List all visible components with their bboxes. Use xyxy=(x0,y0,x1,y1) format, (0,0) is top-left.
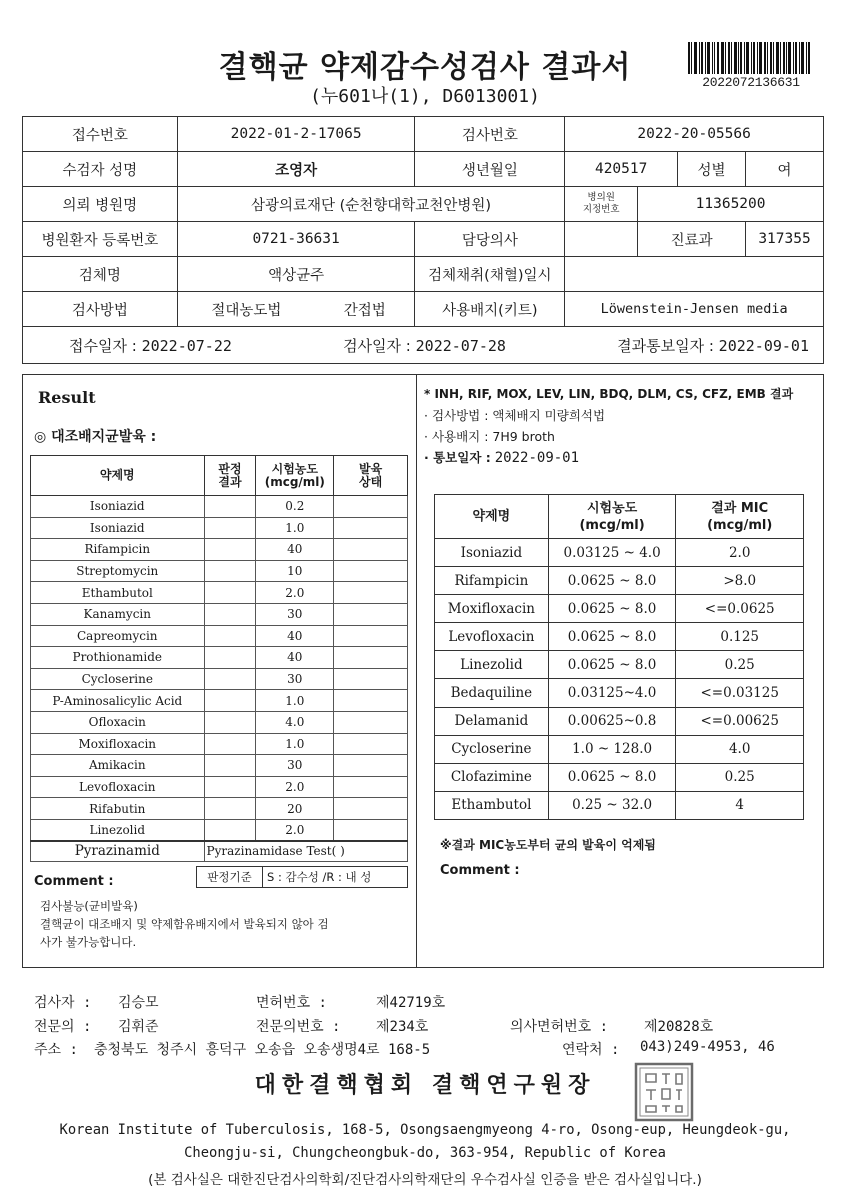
collect-date xyxy=(565,257,824,292)
col-conc-1: 시험농도 xyxy=(271,461,318,476)
drugs-line: * INH, RIF, MOX, LEV, LIN, BDQ, DLM, CS, CFZ, EMB 결과 xyxy=(424,387,794,401)
test-range: 0.0625 ~ 8.0 xyxy=(548,595,676,623)
table-row xyxy=(435,679,804,707)
drug-name: Isoniazid xyxy=(435,539,549,567)
test-concentration: 20 xyxy=(256,798,334,820)
drug-name: Amikacin xyxy=(31,755,205,777)
mic-result: <=0.03125 xyxy=(676,679,804,707)
growth-status xyxy=(334,582,408,604)
table-row xyxy=(31,582,408,604)
mic-col-drug: 약제명 xyxy=(435,495,549,539)
table-row xyxy=(435,735,804,763)
growth-status xyxy=(334,560,408,582)
table-row xyxy=(31,603,408,625)
mic-col-result-2: (mcg/ml) xyxy=(707,517,773,533)
contact-value: 043)249-4953, 46 xyxy=(640,1039,775,1055)
test-range: 0.00625~0.8 xyxy=(548,707,676,735)
specialist-no: 제234호 xyxy=(376,1019,429,1035)
contact-label: 연락처 : xyxy=(562,1042,620,1058)
test-concentration: 0.2 xyxy=(256,496,334,518)
col-judge-2: 결과 xyxy=(218,474,242,489)
control-growth-heading: ◎ 대조배지균발육 : xyxy=(34,429,157,445)
judge-result xyxy=(204,560,256,582)
method-label: 검사방법 xyxy=(23,292,178,327)
table-row xyxy=(435,539,804,567)
receipt-date-label: 접수일자 : xyxy=(69,336,137,355)
growth-status xyxy=(334,733,408,755)
specialist-no-label: 전문의번호 : xyxy=(256,1019,341,1035)
judge-result xyxy=(204,517,256,539)
table-row xyxy=(31,625,408,647)
test-range: 0.0625 ~ 8.0 xyxy=(548,567,676,595)
growth-status xyxy=(334,819,408,841)
document-title: 결핵균 약제감수성검사 결과서 xyxy=(218,50,632,85)
receipt-date-value: 2022-07-22 xyxy=(141,336,232,355)
doctor-label: 담당의사 xyxy=(415,222,565,257)
test-range: 0.0625 ~ 8.0 xyxy=(548,763,676,791)
mic-result: 0.25 xyxy=(676,651,804,679)
receipt-no: 2022-01-2-17065 xyxy=(177,117,415,152)
test-concentration: 30 xyxy=(256,755,334,777)
drug-name: Cycloserine xyxy=(31,668,205,690)
table-row xyxy=(435,707,804,735)
drug-name: Rifampicin xyxy=(435,567,549,595)
drug-name: Ethambutol xyxy=(435,791,549,819)
hospital-code-label-line-1: 병의원 xyxy=(587,192,615,203)
test-range: 1.0 ~ 128.0 xyxy=(548,735,676,763)
english-address-line-1: Korean Institute of Tuberculosis, 168-5, Osongsaengmyeong 4-ro, Osong-eup, Heungdeok-gu, xyxy=(59,1122,791,1138)
mic-result: >8.0 xyxy=(676,567,804,595)
dob: 420517 xyxy=(565,152,678,187)
drug-name: P-Aminosalicylic Acid xyxy=(31,690,205,712)
judge-result xyxy=(204,755,256,777)
patient-reg-label: 병원환자 등록번호 xyxy=(23,222,178,257)
solid-medium-results-table xyxy=(30,455,408,862)
mic-result: 4 xyxy=(676,791,804,819)
growth-status xyxy=(334,647,408,669)
drug-name: Isoniazid xyxy=(31,517,205,539)
notify-label: · 통보일자 : xyxy=(424,450,491,465)
barcode-number: 2022072136631 xyxy=(702,75,800,90)
growth-status xyxy=(334,517,408,539)
collect-date-label: 검체채취(채혈)일시 xyxy=(415,257,565,292)
panel-divider xyxy=(416,374,417,968)
mic-col-conc-1: 시험농도 xyxy=(586,500,638,516)
exam-date-value: 2022-07-28 xyxy=(415,336,506,355)
drug-name: Rifabutin xyxy=(31,798,205,820)
address-value: 충청북도 청주시 흥덕구 오송읍 오송생명4로 168-5 xyxy=(94,1042,431,1058)
growth-status xyxy=(334,625,408,647)
col-growth-1: 발육 xyxy=(359,461,383,476)
test-concentration: 40 xyxy=(256,539,334,561)
medium-line: · 사용배지 : 7H9 broth xyxy=(424,429,555,444)
test-concentration: 1.0 xyxy=(256,733,334,755)
growth-status xyxy=(334,496,408,518)
test-concentration: 4.0 xyxy=(256,711,334,733)
english-address-line-2: Cheongju-si, Chungcheongbuk-do, 363-954, Republic of Korea xyxy=(184,1145,666,1161)
notify-date-value: 2022-09-01 xyxy=(718,336,809,355)
dept-label: 진료과 xyxy=(638,222,746,257)
comment-line: 결핵균이 대조배지 및 약제함유배지에서 발육되지 않아 검 xyxy=(40,917,329,931)
judge-result xyxy=(204,711,256,733)
mic-col-conc xyxy=(548,495,676,539)
test-concentration: 1.0 xyxy=(256,517,334,539)
hospital-code-label xyxy=(565,187,638,222)
table-row xyxy=(435,791,804,819)
judge-result xyxy=(204,690,256,712)
table-row xyxy=(31,755,408,777)
judge-result xyxy=(204,496,256,518)
table-row xyxy=(435,763,804,791)
mic-results-table xyxy=(434,494,804,820)
test-range: 0.0625 ~ 8.0 xyxy=(548,623,676,651)
table-row xyxy=(31,711,408,733)
tester-label: 검사자 : xyxy=(34,995,92,1011)
hospital-name: 삼광의료재단 (순천향대학교천안병원) xyxy=(177,187,564,222)
table-row xyxy=(31,776,408,798)
liquid-medium-info xyxy=(424,384,820,469)
notify-date-label: 결과통보일자 : xyxy=(617,336,714,355)
growth-status xyxy=(334,539,408,561)
table-row xyxy=(31,733,408,755)
judge-result xyxy=(204,819,256,841)
mic-col-result xyxy=(676,495,804,539)
drug-name: Levofloxacin xyxy=(435,623,549,651)
judge-result xyxy=(204,776,256,798)
judge-result xyxy=(204,582,256,604)
license-label: 면허번호 : xyxy=(256,995,327,1011)
mic-result: 2.0 xyxy=(676,539,804,567)
drug-name: Linezolid xyxy=(31,819,205,841)
drug-name: Kanamycin xyxy=(31,603,205,625)
result-heading: Result xyxy=(38,388,96,407)
medium-value: Löwenstein-Jensen media xyxy=(565,292,824,327)
judge-result xyxy=(204,603,256,625)
tester-name: 김승모 xyxy=(118,995,159,1011)
test-range: 0.25 ~ 32.0 xyxy=(548,791,676,819)
barcode xyxy=(688,42,810,74)
judge-result xyxy=(204,647,256,669)
judge-result xyxy=(204,798,256,820)
address-label: 주소 : xyxy=(34,1042,78,1058)
dept-value: 317355 xyxy=(746,222,824,257)
pyrazinamidase-test: Pyrazinamidase Test( ) xyxy=(204,841,407,861)
judge-result xyxy=(204,668,256,690)
notify-date xyxy=(617,335,809,356)
drug-name: Streptomycin xyxy=(31,560,205,582)
dates-row xyxy=(23,327,824,364)
col-drug: 약제명 xyxy=(31,456,205,496)
pyrazinamid-label: Pyrazinamid xyxy=(31,841,205,861)
medium-label: 사용배지(키트) xyxy=(415,292,565,327)
dob-label: 생년월일 xyxy=(415,152,565,187)
drug-name: Delamanid xyxy=(435,707,549,735)
right-comment-label: Comment : xyxy=(440,863,520,878)
criteria-value: S : 감수성 /R : 내 성 xyxy=(267,870,372,884)
mic-result: 0.25 xyxy=(676,763,804,791)
drug-name: Cycloserine xyxy=(435,735,549,763)
specialist-label: 전문의 : xyxy=(34,1019,92,1035)
growth-status xyxy=(334,603,408,625)
drug-name: Ethambutol xyxy=(31,582,205,604)
license-no: 제42719호 xyxy=(376,995,446,1011)
col-conc xyxy=(256,456,334,496)
receipt-date xyxy=(69,335,232,356)
growth-status xyxy=(334,711,408,733)
hospital-code-label-line-2: 지정번호 xyxy=(582,204,620,215)
doctor-license-label: 의사면허번호 : xyxy=(510,1019,609,1035)
table-row xyxy=(31,798,408,820)
specialist-name: 김휘준 xyxy=(118,1019,159,1035)
test-range: 0.03125~4.0 xyxy=(548,679,676,707)
mic-note: ※결과 MIC농도부터 균의 발육이 억제됨 xyxy=(440,838,656,852)
mic-result: <=0.0625 xyxy=(676,595,804,623)
col-judge-1: 판정 xyxy=(218,461,242,476)
comment-line: 사가 불가능합니다. xyxy=(40,935,137,949)
specimen-value: 액상균주 xyxy=(177,257,415,292)
growth-status xyxy=(334,755,408,777)
doctor-license-no: 제20828호 xyxy=(644,1019,714,1035)
col-conc-2: (mcg/ml) xyxy=(264,474,325,489)
table-row xyxy=(31,647,408,669)
table-row xyxy=(31,517,408,539)
mic-result: 4.0 xyxy=(676,735,804,763)
col-judge xyxy=(204,456,256,496)
col-growth xyxy=(334,456,408,496)
exam-no-label: 검사번호 xyxy=(415,117,565,152)
method-line: · 검사방법 : 액체배지 미량희석법 xyxy=(424,408,606,423)
sex: 여 xyxy=(746,152,824,187)
specimen-label: 검체명 xyxy=(23,257,178,292)
patient-reg-no: 0721-36631 xyxy=(177,222,415,257)
sex-label: 성별 xyxy=(678,152,746,187)
test-concentration: 2.0 xyxy=(256,819,334,841)
drug-name: Levofloxacin xyxy=(31,776,205,798)
test-concentration: 40 xyxy=(256,647,334,669)
table-row xyxy=(31,819,408,841)
organization-name: 대한결핵협회 결핵연구원장 xyxy=(254,1073,596,1098)
judge-result xyxy=(204,733,256,755)
table-row xyxy=(435,595,804,623)
patient-name: 조영자 xyxy=(177,152,415,187)
certification-note: (본 검사실은 대한진단검사의학회/진단검사의학재단의 우수검사실 인증을 받은 검사실입니다.) xyxy=(148,1172,702,1188)
document-code: (누601나(1), D6013001) xyxy=(310,86,540,107)
drug-name: Rifampicin xyxy=(31,539,205,561)
table-row xyxy=(435,651,804,679)
growth-status xyxy=(334,798,408,820)
hospital-code: 11365200 xyxy=(638,187,824,222)
table-row xyxy=(31,496,408,518)
mic-result: 0.125 xyxy=(676,623,804,651)
left-comment-text xyxy=(40,897,410,951)
left-comment-label: Comment : xyxy=(34,874,114,889)
test-range: 0.03125 ~ 4.0 xyxy=(548,539,676,567)
table-row xyxy=(435,567,804,595)
receipt-no-label: 접수번호 xyxy=(23,117,178,152)
notify-value: 2022-09-01 xyxy=(494,450,580,466)
judge-result xyxy=(204,539,256,561)
drug-name: Linezolid xyxy=(435,651,549,679)
test-concentration: 30 xyxy=(256,603,334,625)
drug-name: Moxifloxacin xyxy=(31,733,205,755)
growth-status xyxy=(334,668,408,690)
test-concentration: 30 xyxy=(256,668,334,690)
test-concentration: 10 xyxy=(256,560,334,582)
criteria-box xyxy=(196,866,408,888)
mic-result: <=0.00625 xyxy=(676,707,804,735)
col-growth-2: 상태 xyxy=(359,474,383,489)
drug-name: Ofloxacin xyxy=(31,711,205,733)
test-concentration: 40 xyxy=(256,625,334,647)
growth-status xyxy=(334,690,408,712)
test-range: 0.0625 ~ 8.0 xyxy=(548,651,676,679)
mic-col-conc-2: (mcg/ml) xyxy=(579,517,645,533)
table-row xyxy=(31,668,408,690)
test-concentration: 2.0 xyxy=(256,582,334,604)
hospital-label: 의뢰 병원명 xyxy=(23,187,178,222)
comment-line: 검사불능(균비발육) xyxy=(40,899,138,913)
exam-date xyxy=(343,335,506,356)
doctor-name xyxy=(565,222,638,257)
method-2: 간접법 xyxy=(343,302,386,319)
drug-name: Isoniazid xyxy=(31,496,205,518)
test-concentration: 2.0 xyxy=(256,776,334,798)
drug-name: Clofazimine xyxy=(435,763,549,791)
test-concentration: 1.0 xyxy=(256,690,334,712)
drug-name: Moxifloxacin xyxy=(435,595,549,623)
exam-no: 2022-20-05566 xyxy=(565,117,824,152)
patient-info-table xyxy=(22,116,824,364)
drug-name: Capreomycin xyxy=(31,625,205,647)
table-row xyxy=(31,560,408,582)
method-value xyxy=(177,292,415,327)
exam-date-label: 검사일자 : xyxy=(343,336,411,355)
table-row xyxy=(31,539,408,561)
drug-name: Prothionamide xyxy=(31,647,205,669)
notify-line xyxy=(424,447,820,469)
judge-result xyxy=(204,625,256,647)
table-row xyxy=(31,690,408,712)
growth-status xyxy=(334,776,408,798)
patient-name-label: 수검자 성명 xyxy=(23,152,178,187)
mic-col-result-1: 결과 MIC xyxy=(711,500,769,516)
method-1: 절대농도법 xyxy=(211,302,282,319)
drug-name: Bedaquiline xyxy=(435,679,549,707)
criteria-label: 판정기준 xyxy=(197,867,263,887)
table-row xyxy=(435,623,804,651)
